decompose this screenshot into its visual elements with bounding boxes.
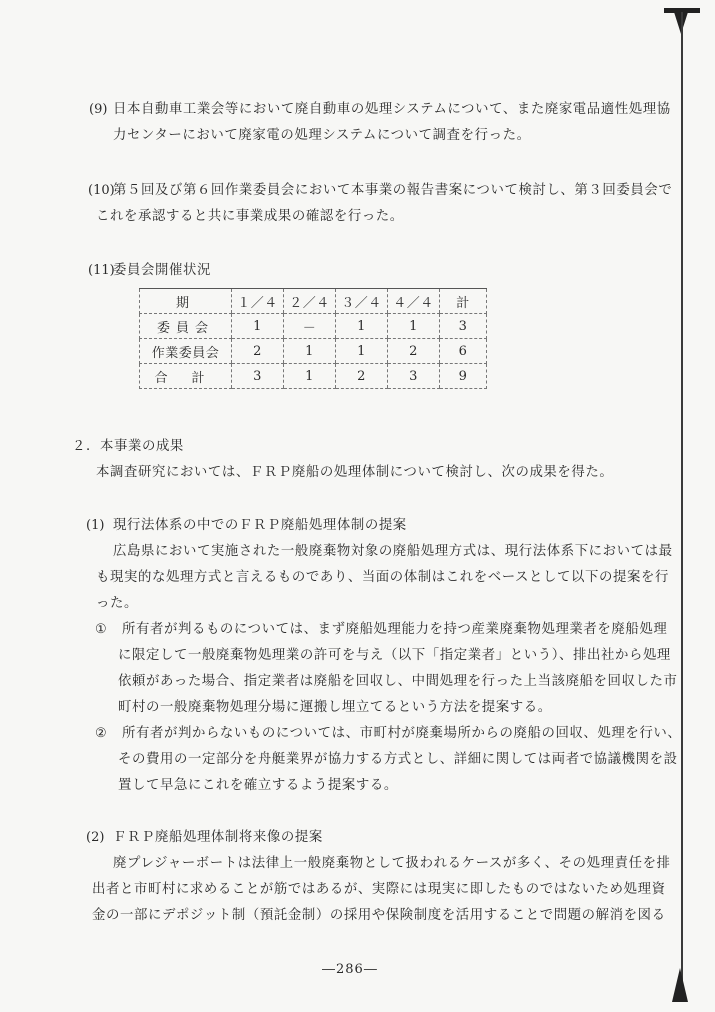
table-cell: 1 [284, 339, 336, 364]
item9-line-2: 力センターにおいて廃家電の処理システムについて調査を行った。 [113, 128, 531, 143]
table-header-cell: １／４ [232, 289, 284, 314]
table-row-label: 合計 [140, 364, 232, 389]
point2-line-3: 置して早急にこれを確立するよう提案する。 [118, 778, 398, 793]
table-header-cell: ３／４ [336, 289, 388, 314]
item9-number: (9) [89, 102, 108, 117]
page-number: ―286― [322, 962, 378, 977]
sub2-line-2: 出者と市町村に求めることが筋ではあるが、実際には現実に即したものではないため処理資 [92, 882, 666, 897]
sub1-line-1: 広島県において実施された一般廃棄物対象の廃船処理方式は、現行法体系下においては最 [113, 544, 673, 559]
item10-line-2: これを承認すると共に事業成果の確認を行った。 [96, 209, 404, 224]
table-header-cell: 期 [140, 289, 232, 314]
point1-line-2: に限定して一般廃棄物処理業の許可を与え（以下「指定業者」という）、排出社から処理 [118, 648, 671, 663]
table-row [140, 364, 487, 389]
table-cell: 2 [336, 364, 388, 389]
item10-number: (10) [88, 183, 115, 198]
table-header-cell: ４／４ [388, 289, 440, 314]
point1-line-3: 依頼があった場合、指定業者は廃船を回収し、中間処理を行った上当該廃船を回収した市 [118, 674, 678, 689]
point2-line-2: その費用の一定部分を舟艇業界が協力する方式とし、詳細に関しては両者で協議機関を設 [118, 752, 678, 767]
table-cell: 9 [440, 364, 487, 389]
item10-line-1: 第５回及び第６回作業委員会において本事業の報告書案について検討し、第３回委員会で [113, 183, 673, 198]
sub2-line-3: 金の一部にデポジット制（預託金制）の採用や保険制度を活用することで問題の解消を図る [92, 908, 666, 923]
point1-mark: ① [95, 622, 107, 637]
scan-edge-line [681, 12, 683, 997]
table-cell: 1 [336, 339, 388, 364]
point2-line-1: 所有者が判からないものについては、市町村が廃棄場所からの廃船の回収、処理を行い、 [122, 726, 682, 741]
table-row [140, 314, 487, 339]
item11-number: (11) [88, 263, 115, 278]
table-cell: 1 [336, 314, 388, 339]
table-header-row [140, 289, 487, 314]
table-cell: － [284, 314, 336, 339]
point2-mark: ② [95, 726, 107, 741]
committee-meetings-table [139, 288, 487, 389]
table-cell: 6 [440, 339, 487, 364]
table-cell: 1 [232, 314, 284, 339]
sub1-heading: 現行法体系の中でのＦＲＰ廃船処理体制の提案 [113, 518, 407, 533]
table-cell: 3 [388, 364, 440, 389]
table-cell: 1 [284, 364, 336, 389]
table-row-label: 委員会 [140, 314, 232, 339]
point1-line-1: 所有者が判るものについては、まず廃船処理能力を持つ産業廃棄物処理業者を廃船処理 [122, 622, 668, 637]
section2-intro: 本調査研究においては、ＦＲＰ廃船の処理体制について検討し、次の成果を得た。 [96, 465, 614, 480]
sub2-number: (2) [86, 830, 105, 845]
table-header-cell: 計 [440, 289, 487, 314]
table-header-cell: ２／４ [284, 289, 336, 314]
table-cell: 3 [440, 314, 487, 339]
point1-line-4: 町村の一般廃棄物処理分場に運搬し埋立てるという方法を提案する。 [118, 700, 552, 715]
table-cell: 2 [388, 339, 440, 364]
table-row-label: 作業委員会 [140, 339, 232, 364]
sub1-number: (1) [86, 518, 105, 533]
item9-line-1: 日本自動車工業会等において廃自動車の処理システムについて、また廃家電品適性処理協 [113, 102, 671, 117]
sub1-line-3: った。 [96, 596, 138, 611]
item11-heading: 委員会開催状況 [113, 263, 211, 278]
sub2-line-1: 廃プレジャーボートは法律上一般廃棄物として扱われるケースが多く、その処理責任を排 [113, 856, 671, 871]
scan-edge-triangle-bottom [672, 968, 688, 1002]
sub1-line-2: も現実的な処理方式と言えるものであり、当面の体制はこれをベースとして以下の提案を行 [96, 570, 669, 585]
table-cell: 2 [232, 339, 284, 364]
sub2-heading: ＦＲＰ廃船処理体制将来像の提案 [113, 830, 323, 845]
section2-heading: ２．本事業の成果 [72, 439, 184, 454]
table-row [140, 339, 487, 364]
table-cell: 1 [388, 314, 440, 339]
table-cell: 3 [232, 364, 284, 389]
